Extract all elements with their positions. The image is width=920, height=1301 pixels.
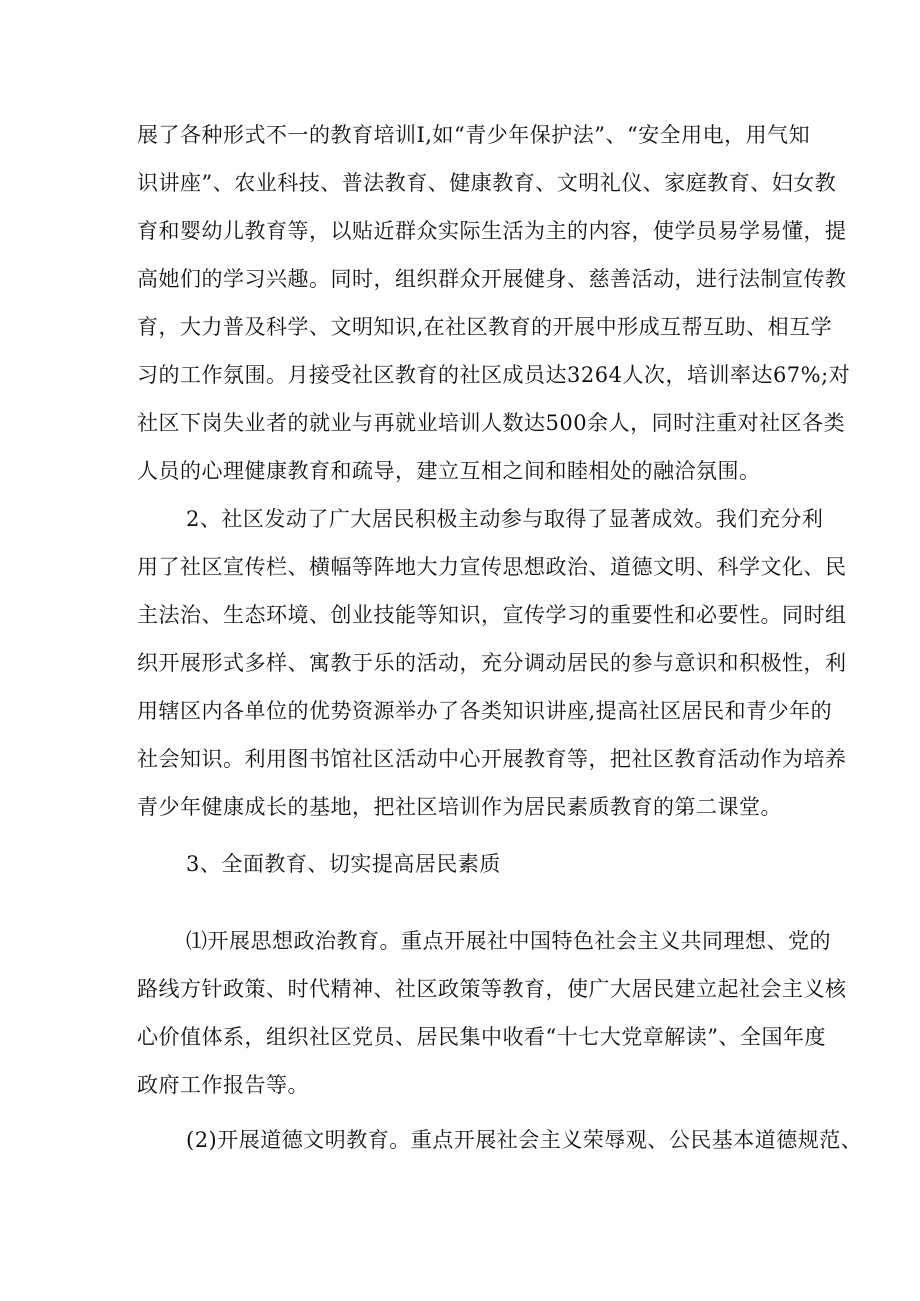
paragraph-line: 心价值体系，组织社区党员、居民集中收看“十七大党章解读”、全国年度 [137,1025,826,1049]
paragraph-line: 主法治、生态环境、创业技能等知识，宣传学习的重要性和必要性。同时组 [137,603,847,627]
paragraph-line: 展了各种形式不一的教育培训I,如“青少年保护法”、“安全用电，用气知 [137,123,811,147]
paragraph-line: 社会知识。利用图书馆社区活动中心开展教育等，把社区教育活动作为培养 [137,747,847,771]
paragraph-line: 社区下岗失业者的就业与再就业培训人数达500余人，同时注重对社区各类 [137,411,846,435]
paragraph-line: 织开展形式多样、寓教于乐的活动，充分调动居民的参与意识和积极性，利 [137,651,847,675]
paragraph-line: 用辖区内各单位的优势资源举办了各类知识讲座,提高社区居民和青少年的 [137,699,833,723]
paragraph-line: 政府工作报告等。 [137,1073,309,1097]
paragraph-line: 习的工作氛围。月接受社区教育的社区成员达3264人次，培训率达67%;对 [137,363,851,387]
paragraph-line: ⑴开展思想政治教育。重点开展社中国特色社会主义共同理想、党的 [186,929,831,953]
paragraph-line: 识讲座”、农业科技、普法教育、健康教育、文明礼仪、家庭教育、妇女教 [137,171,837,195]
paragraph-line: 青少年健康成长的基地，把社区培训作为居民素质教育的第二课堂。 [137,795,782,819]
paragraph-line: 高她们的学习兴趣。同时，组织群众开展健身、慈善活动，进行法制宣传教 [137,267,847,291]
section-heading: 3、全面教育、切实提高居民素质 [186,852,501,876]
paragraph-line: 2、社区发动了广大居民积极主动参与取得了显著成效。我们充分利 [186,507,824,531]
paragraph-line: (2)开展道德文明教育。重点开展社会主义荣辱观、公民基本道德规范、 [186,1128,863,1152]
paragraph-line: 路线方针政策、时代精神、社区政策等教育，使广大居民建立起社会主义核 [137,977,847,1001]
paragraph-line: 育，大力普及科学、文明知识,在社区教育的开展中形成互帮互助、相互学 [137,315,833,339]
paragraph-line: 用了社区宣传栏、横幅等阵地大力宣传思想政治、道德文明、科学文化、民 [137,555,847,579]
paragraph-line: 育和婴幼儿教育等，以贴近群众实际生活为主的内容，使学员易学易懂，提 [137,219,847,243]
paragraph-line: 人员的心理健康教育和疏导，建立互相之间和睦相处的融洽氛围。 [137,459,761,483]
